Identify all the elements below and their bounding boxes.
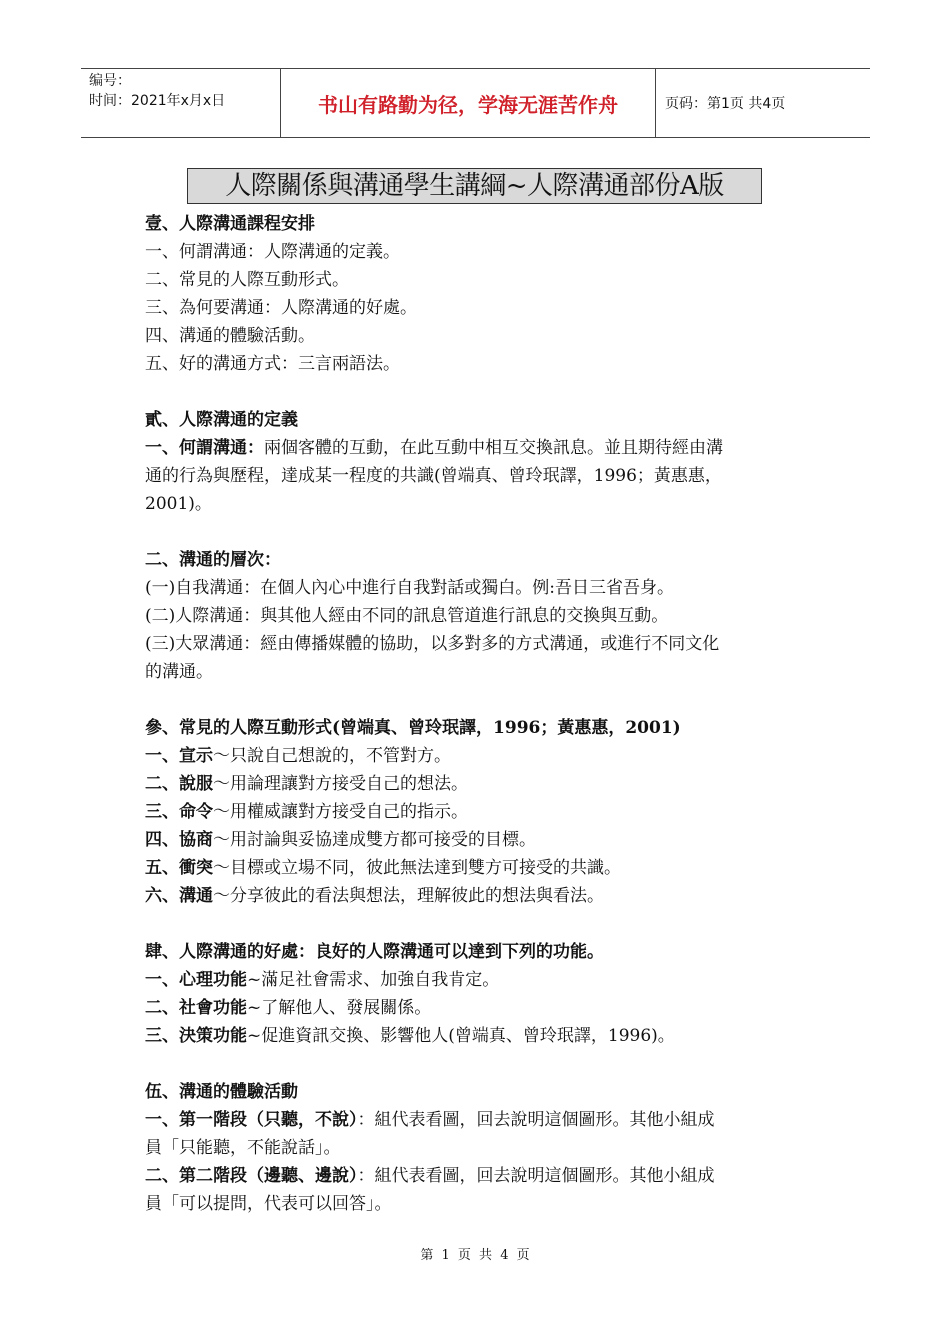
bold-heading: 二、社會功能 bbox=[145, 998, 247, 1018]
text-line bbox=[145, 546, 805, 574]
text-line bbox=[145, 322, 805, 350]
bold-heading: 三、命令 bbox=[145, 802, 213, 822]
text-line bbox=[145, 854, 805, 882]
text-line bbox=[145, 1106, 805, 1134]
line-text: (三)大眾溝通：經由傳播媒體的協助，以多對多的方式溝通，或進行不同文化 bbox=[145, 634, 720, 654]
bold-heading: 五、衝突 bbox=[145, 858, 213, 878]
line-text: 員「只能聽，不能說話」。 bbox=[145, 1138, 341, 1158]
text-line bbox=[145, 826, 805, 854]
text-line bbox=[145, 882, 805, 910]
paragraph-gap bbox=[145, 1050, 805, 1078]
line-text: 一、何謂溝通：人際溝通的定義。 bbox=[145, 242, 400, 262]
text-line bbox=[145, 1022, 805, 1050]
number-label: 编号： bbox=[89, 73, 131, 89]
bold-heading: 一、第一階段（只聽，不說） bbox=[145, 1110, 358, 1130]
text-line bbox=[145, 770, 805, 798]
line-text: 2001)。 bbox=[145, 494, 212, 514]
bold-heading: 伍、溝通的體驗活動 bbox=[145, 1082, 298, 1102]
line-text: 的溝通。 bbox=[145, 662, 213, 682]
text-line bbox=[145, 1134, 805, 1162]
line-text: ～分享彼此的看法與想法，理解彼此的想法與看法。 bbox=[213, 886, 604, 906]
line-text: ~了解他人、發展關係。 bbox=[247, 998, 432, 1018]
text-line bbox=[145, 630, 805, 658]
line-text: 四、溝通的體驗活動。 bbox=[145, 326, 315, 346]
line-text: 五、好的溝通方式：三言兩語法。 bbox=[145, 354, 400, 374]
line-text: 員「可以提問，代表可以回答」。 bbox=[145, 1194, 392, 1214]
header-meta bbox=[81, 69, 281, 137]
line-text: 通的行為與歷程，達成某一程度的共識(曾端真、曾玲珉譯，1996；黃惠惠， bbox=[145, 466, 722, 486]
bold-heading: 貳、人際溝通的定義 bbox=[145, 410, 298, 430]
line-text: ～用討論與妥協達成雙方都可接受的目標。 bbox=[213, 830, 536, 850]
text-line bbox=[145, 1078, 805, 1106]
bold-heading: 四、協商 bbox=[145, 830, 213, 850]
bold-heading: 一、心理功能 bbox=[145, 970, 247, 990]
line-text: ~促進資訊交換、影響他人(曾端真、曾玲珉譯，1996)。 bbox=[247, 1026, 675, 1046]
line-text: (一)自我溝通：在個人內心中進行自我對話或獨白。例:吾日三省吾身。 bbox=[145, 578, 674, 598]
text-line bbox=[145, 406, 805, 434]
text-line bbox=[145, 658, 805, 686]
text-line bbox=[145, 238, 805, 266]
line-text: (二)人際溝通：與其他人經由不同的訊息管道進行訊息的交換與互動。 bbox=[145, 606, 669, 626]
line-text: ～用權威讓對方接受自己的指示。 bbox=[213, 802, 468, 822]
line-text: 三、為何要溝通：人際溝通的好處。 bbox=[145, 298, 417, 318]
bold-heading: 一、宣示 bbox=[145, 746, 213, 766]
text-line bbox=[145, 350, 805, 378]
line-text: ~滿足社會需求、加強自我肯定。 bbox=[247, 970, 500, 990]
document-title: 人際關係與溝通學生講綱~人際溝通部份A版 bbox=[187, 168, 762, 204]
header-motto: 书山有路勤为径，学海无涯苦作舟 bbox=[281, 69, 656, 137]
text-line bbox=[145, 742, 805, 770]
bold-heading: 二、第二階段（邊聽、邊說） bbox=[145, 1166, 358, 1186]
bold-heading: 三、決策功能 bbox=[145, 1026, 247, 1046]
bold-heading: 二、溝通的層次： bbox=[145, 550, 281, 570]
page-header bbox=[81, 68, 870, 138]
text-line bbox=[145, 966, 805, 994]
line-text: ～只說自己想說的，不管對方。 bbox=[213, 746, 451, 766]
text-line bbox=[145, 602, 805, 630]
text-line bbox=[145, 938, 805, 966]
bold-heading: 參、常見的人際互動形式(曾端真、曾玲珉譯，1996；黃惠惠，2001) bbox=[145, 718, 681, 738]
text-line bbox=[145, 294, 805, 322]
line-text: 兩個客體的互動，在此互動中相互交換訊息。並且期待經由溝 bbox=[264, 438, 723, 458]
bold-heading: 一、何謂溝通： bbox=[145, 438, 264, 458]
text-line bbox=[145, 1162, 805, 1190]
paragraph-gap bbox=[145, 378, 805, 406]
text-line bbox=[145, 490, 805, 518]
document-body bbox=[145, 210, 805, 1218]
line-text: 二、常見的人際互動形式。 bbox=[145, 270, 349, 290]
text-line bbox=[145, 714, 805, 742]
line-text: ～目標或立場不同，彼此無法達到雙方可接受的共識。 bbox=[213, 858, 621, 878]
line-text: ：組代表看圖，回去說明這個圖形。其他小組成 bbox=[357, 1110, 715, 1130]
bold-heading: 六、溝通 bbox=[145, 886, 213, 906]
text-line bbox=[145, 434, 805, 462]
text-line bbox=[145, 210, 805, 238]
text-line bbox=[145, 1190, 805, 1218]
text-line bbox=[145, 574, 805, 602]
text-line bbox=[145, 994, 805, 1022]
line-text: ：組代表看圖，回去說明這個圖形。其他小組成 bbox=[357, 1166, 715, 1186]
page-footer: 第 1 页 共 4 页 bbox=[420, 1248, 530, 1263]
bold-heading: 壹、人際溝通課程安排 bbox=[145, 214, 315, 234]
paragraph-gap bbox=[145, 686, 805, 714]
time-label: 时间：2021年x月x日 bbox=[89, 93, 226, 109]
line-text: ～用論理讓對方接受自己的想法。 bbox=[213, 774, 468, 794]
bold-heading: 肆、人際溝通的好處：良好的人際溝通可以達到下列的功能。 bbox=[145, 942, 604, 962]
paragraph-gap bbox=[145, 910, 805, 938]
paragraph-gap bbox=[145, 518, 805, 546]
header-page-info: 页码：第1页 共4页 bbox=[665, 96, 786, 112]
text-line bbox=[145, 266, 805, 294]
bold-heading: 二、說服 bbox=[145, 774, 213, 794]
text-line bbox=[145, 798, 805, 826]
text-line bbox=[145, 462, 805, 490]
